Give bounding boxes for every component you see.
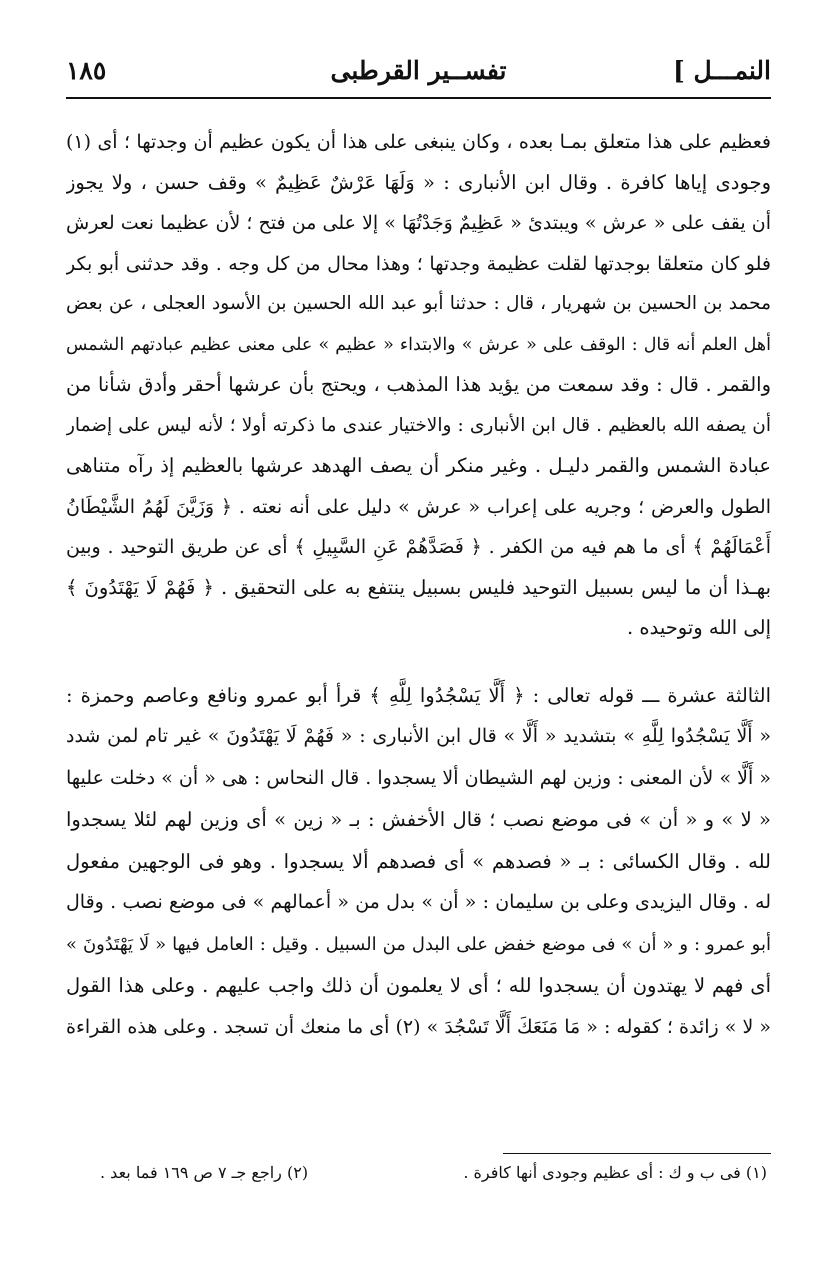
text-line: محمد بن الحسين بن شهريار ، قال : حدثنا أبو عبد الله الحسين بن الأسود العجلى ، عن بعض	[66, 293, 771, 314]
footnote-1: (١) فى ب و ك : أى عظيم وجودى أنها كافرة .	[463, 1163, 767, 1182]
main-text	[66, 122, 771, 1048]
text-line: أهل العلم أنه قال : الوقف على « عرش » والابتداء « عظيم » على معنى عظيم عبادتهم الشمس	[66, 334, 771, 355]
text-line: أبو عمرو : و « أن » فى موضع خفض على البدل من السبيل . وقيل : العامل فيها « لَا يَهْتَدُونَ »	[66, 933, 771, 955]
page-number: ١٨٥	[66, 56, 107, 85]
paragraph-commentary	[66, 122, 771, 649]
footnote-rule	[503, 1153, 771, 1154]
text-line: بهـذا أن ما ليس بسبيل التوحيد فليس بسبيل ينتفع به على التحقيق . ﴿ فَهُمْ لَا يَهْتَدُونَ ﴾	[66, 575, 771, 599]
text-line: عبادة الشمس والقمر دليـل . وغير منكر أن يصف الهدهد عرشها بالعظيم إذ رآه متناهى	[66, 454, 771, 477]
text-line: « أَلَّا » لأن المعنى : وزين لهم الشيطان ألا يسجدوا . قال النحاس : هى « أن » دخلت عليها	[66, 766, 771, 789]
text-line: « لا » و « أن » فى موضع نصب ؛ قال الأخفش : بـ « زين » أى وزين لهم لئلا يسجدوا	[66, 808, 771, 831]
text-line: « أَلَّا يَسْجُدُوا لِلَّهِ » بتشديد « أَلَّا » قال ابن الأنبارى : « فَهُمْ لَا يَهْتَدُونَ » غير تام لمن شدد	[66, 725, 771, 747]
text-line: لله . وقال الكسائى : بـ « فصدهم » أى فصدهم ألا يسجدوا . وهو فى الوجهين مفعول	[66, 849, 771, 873]
paragraph-thirteenth	[66, 675, 771, 1049]
text-line: الطول والعرض ؛ وجريه على إعراب « عرش » دليل على أنه نعته . ﴿ وَزَيَّنَ لَهُمُ الشَّيْطَانُ	[66, 495, 771, 518]
text-line: أى فهم لا يهتدون أن يسجدوا لله ؛ أى لا يعلمون أن ذلك واجب عليهم . وعلى هذا القول	[66, 974, 771, 997]
header-rule	[66, 97, 771, 99]
text-line: أن يصفه الله بالعظيم . قال ابن الأنبارى : والاختيار عندى ما ذكرته أولا ؛ لأنه ليس على إضمار	[66, 414, 771, 436]
text-line: « لا » زائدة ؛ كقوله : « مَا مَنَعَكَ أَلَّا تَسْجُدَ » (٢) أى ما منعك أن تسجد . وعلى هذه القراءة	[66, 1015, 771, 1038]
text-line: والقمر . قال : وقد سمعت من يؤيد هذا المذهب ، ويحتج بأن عرشها أحقر وأدق شأنا من	[66, 373, 771, 396]
book-title: تفســير القرطبى	[330, 56, 507, 85]
footnote-2: (٢) راجع جـ ٧ ص ١٦٩ فما بعد .	[100, 1163, 309, 1182]
running-header	[66, 56, 771, 96]
text-line: له . وقال اليزيدى وعلى بن سليمان : « أن » بدل من « أعمالهم » فى موضع نصب . وقال	[66, 891, 771, 913]
text-line: أَعْمَالَهُمْ ﴾ أى ما هم فيه من الكفر . ﴿ فَصَدَّهُمْ عَنِ السَّبِيلِ ﴾ أى عن طريق التوحيد . وبين	[66, 536, 771, 558]
sura-name: النمـــل ]	[673, 56, 771, 85]
footnotes	[100, 1158, 767, 1188]
text-line: الثالثة عشرة ـــ قوله تعالى : ﴿ أَلَّا يَسْجُدُوا لِلَّهِ ﴾ قرأ أبو عمرو ونافع وعاصم وحمزة :	[66, 683, 771, 707]
text-line: إلى الله وتوحيده .	[627, 616, 771, 639]
text-line: فلو كان متعلقا بوجدتها لقلت عظيمة وجدتها ؛ وهذا محال من كل وجه . وقد حدثنى أبو بكر	[66, 252, 771, 275]
text-line: فعظيم على هذا متعلق بمـا بعده ، وكان ينبغى على هذا أن يكون عظيم أن وجدتها ؛ أى (١)	[66, 131, 771, 153]
paragraph-gap	[66, 649, 771, 675]
text-line: أن يقف على « عرش » ويبتدئ « عَظِيمٌ وَجَدْتُهَا » إلا على من فتح ؛ لأن عظيما نعت لعرش	[66, 212, 771, 234]
text-line: وجودى إياها كافرة . وقال ابن الأنبارى : « وَلَهَا عَرْشٌ عَظِيمٌ » وقف حسن ، ولا يجوز	[66, 170, 771, 194]
